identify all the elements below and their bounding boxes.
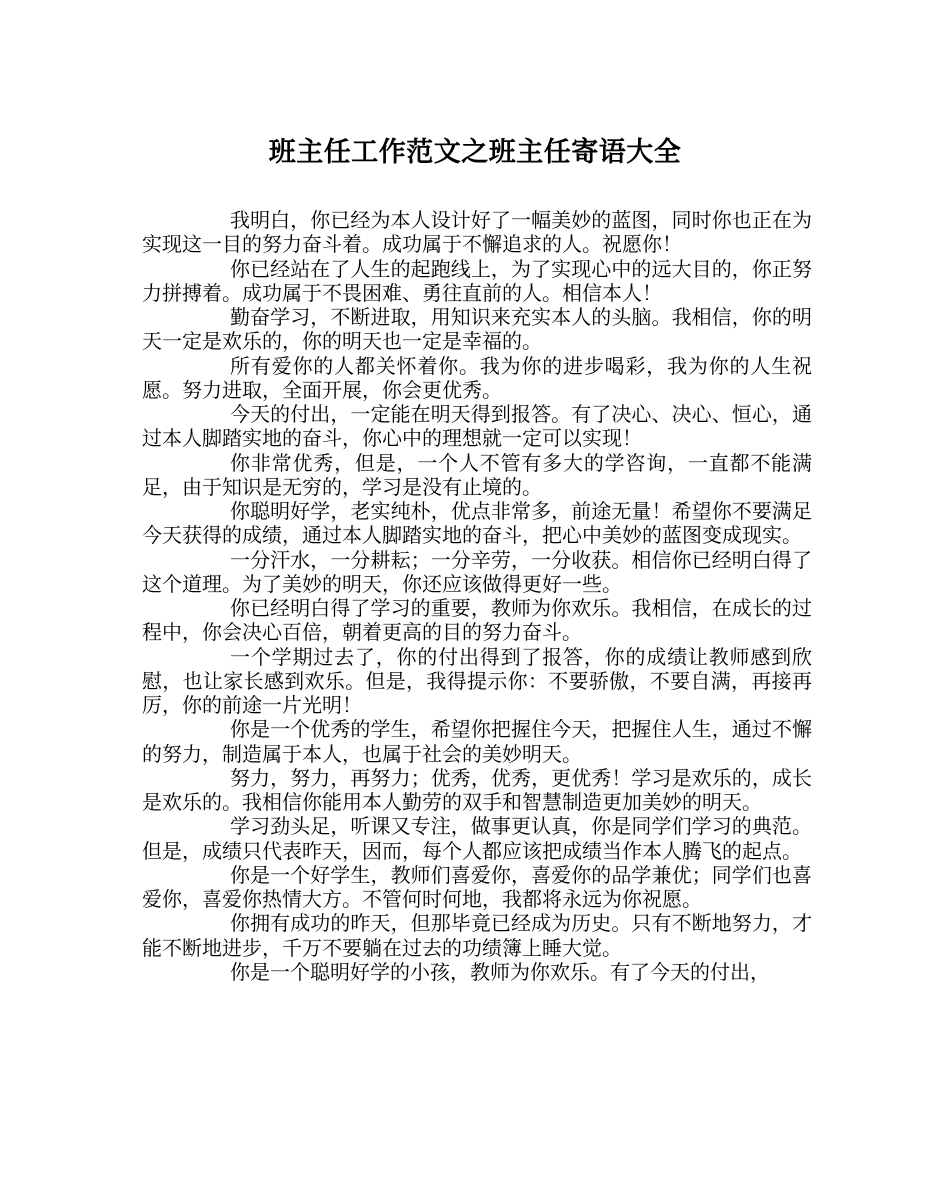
paragraph: 你是一个好学生，教师们喜爱你，喜爱你的品学兼优；同学们也喜爱你，喜爱你热情大方。不管何时何地，我都将永远为你祝愿。 — [142, 862, 812, 911]
paragraph: 我明白，你已经为本人设计好了一幅美妙的蓝图，同时你也正在为实现这一目的努力奋斗着。成功属于不懈追求的人。祝愿你！ — [142, 208, 812, 257]
paragraph: 学习劲头足，听课又专注，做事更认真，你是同学们学习的典范。但是，成绩只代表昨天，因而，每个人都应该把成绩当作本人腾飞的起点。 — [142, 814, 812, 863]
paragraph: 你已经站在了人生的起跑线上，为了实现心中的远大目的，你正努力拼搏着。成功属于不畏困难、勇往直前的人。相信本人！ — [142, 256, 812, 305]
paragraph: 你已经明白得了学习的重要，教师为你欢乐。我相信，在成长的过程中，你会决心百倍，朝着更高的目的努力奋斗。 — [142, 596, 812, 645]
paragraph: 你是一个优秀的学生，希望你把握住今天，把握住人生，通过不懈的努力，制造属于本人，也属于社会的美妙明天。 — [142, 717, 812, 766]
paragraph: 你聪明好学，老实纯朴，优点非常多，前途无量！希望你不要满足今天获得的成绩，通过本人脚踏实地的奋斗，把心中美妙的蓝图变成现实。 — [142, 499, 812, 548]
paragraph: 努力，努力，再努力；优秀，优秀，更优秀！学习是欢乐的，成长是欢乐的。我相信你能用本人勤劳的双手和智慧制造更加美妙的明天。 — [142, 765, 812, 814]
paragraph: 你是一个聪明好学的小孩，教师为你欢乐。有了今天的付出， — [230, 959, 770, 984]
paragraph: 今天的付出，一定能在明天得到报答。有了决心、决心、恒心，通过本人脚踏实地的奋斗，你心中的理想就一定可以实现！ — [142, 402, 812, 451]
paragraph: 你拥有成功的昨天，但那毕竟已经成为历史。只有不断地努力，才能不断地进步，千万不要躺在过去的功绩簿上睡大觉。 — [142, 911, 812, 960]
document-title: 班主任工作范文之班主任寄语大全 — [268, 137, 682, 168]
document-body — [142, 208, 812, 984]
paragraph: 一个学期过去了，你的付出得到了报答，你的成绩让教师感到欣慰，也让家长感到欢乐。但是，我得提示你：不要骄傲，不要自满，再接再厉，你的前途一片光明！ — [142, 644, 812, 717]
paragraph: 你非常优秀，但是，一个人不管有多大的学咨询，一直都不能满足，由于知识是无穷的，学习是没有止境的。 — [142, 450, 812, 499]
paragraph: 一分汗水，一分耕耘；一分辛劳，一分收获。相信你已经明白得了这个道理。为了美妙的明天，你还应该做得更好一些。 — [142, 547, 812, 596]
paragraph: 所有爱你的人都关怀着你。我为你的进步喝彩，我为你的人生祝愿。努力进取，全面开展，你会更优秀。 — [142, 353, 812, 402]
paragraph: 勤奋学习，不断进取，用知识来充实本人的头脑。我相信，你的明天一定是欢乐的，你的明天也一定是幸福的。 — [142, 305, 812, 354]
